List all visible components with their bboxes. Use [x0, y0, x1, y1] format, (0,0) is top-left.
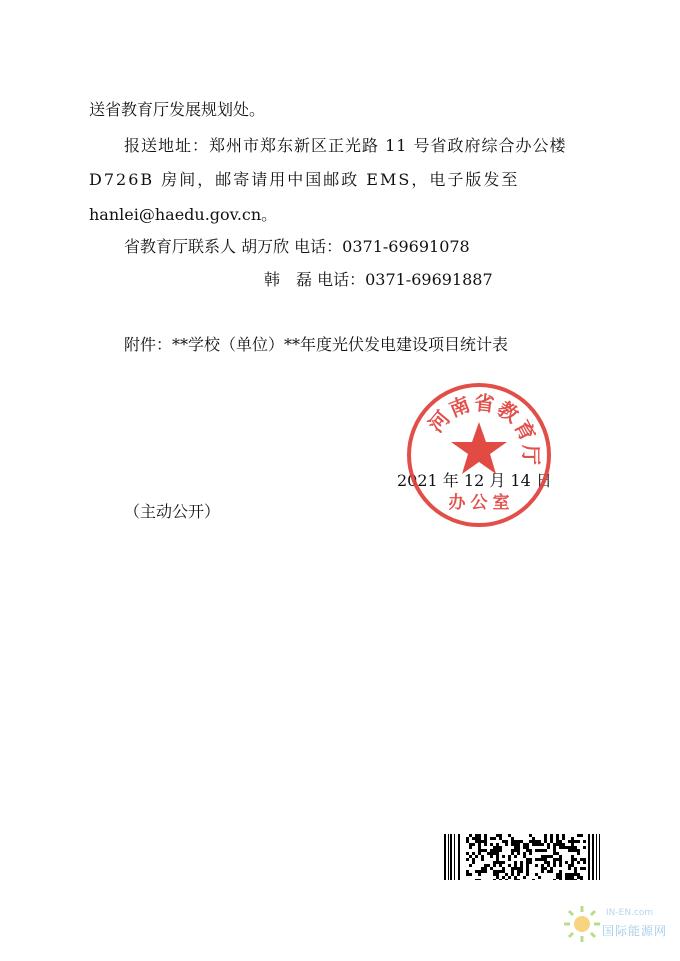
disclosure-line: （主动公开）	[124, 502, 221, 521]
contact-line-1: 省教育厅联系人 胡万欣 电话：0371-69691078	[124, 237, 470, 256]
svg-text:教: 教	[493, 396, 524, 428]
attachment-line: 附件：**学校（单位）**年度光伏发电建设项目统计表	[124, 335, 509, 354]
svg-text:办: 办	[448, 493, 466, 513]
text-line-1: 送省教育厅发展规划处。	[89, 100, 266, 119]
svg-text:厅: 厅	[519, 445, 543, 465]
email-line: hanlei@haedu.gov.cn。	[89, 205, 278, 224]
svg-text:育: 育	[509, 416, 541, 446]
seal-icon	[404, 380, 554, 530]
date-line: 2021 年 12 月 14 日	[397, 471, 552, 490]
svg-text:河: 河	[423, 406, 455, 437]
svg-text:公: 公	[470, 493, 488, 513]
svg-text:省: 省	[473, 390, 496, 417]
svg-text:南: 南	[445, 391, 474, 422]
text-line-2: 报送地址：郑州市郑东新区正光路 11 号省政府综合办公楼	[124, 136, 567, 155]
text-line-3: D726B 房间，邮寄请用中国邮政 EMS，电子版发至	[89, 170, 520, 189]
barcode-icon	[444, 834, 604, 880]
sun-logo-icon	[562, 904, 602, 944]
watermark-logo	[562, 902, 680, 946]
document-barcode	[444, 834, 604, 880]
watermark-brand: 国际能源网	[602, 924, 668, 938]
watermark-domain: IN-EN.com	[606, 908, 654, 918]
svg-text:室: 室	[492, 493, 510, 513]
official-seal	[404, 380, 554, 530]
contact-line-2: 韩 磊 电话：0371-69691887	[264, 270, 493, 289]
